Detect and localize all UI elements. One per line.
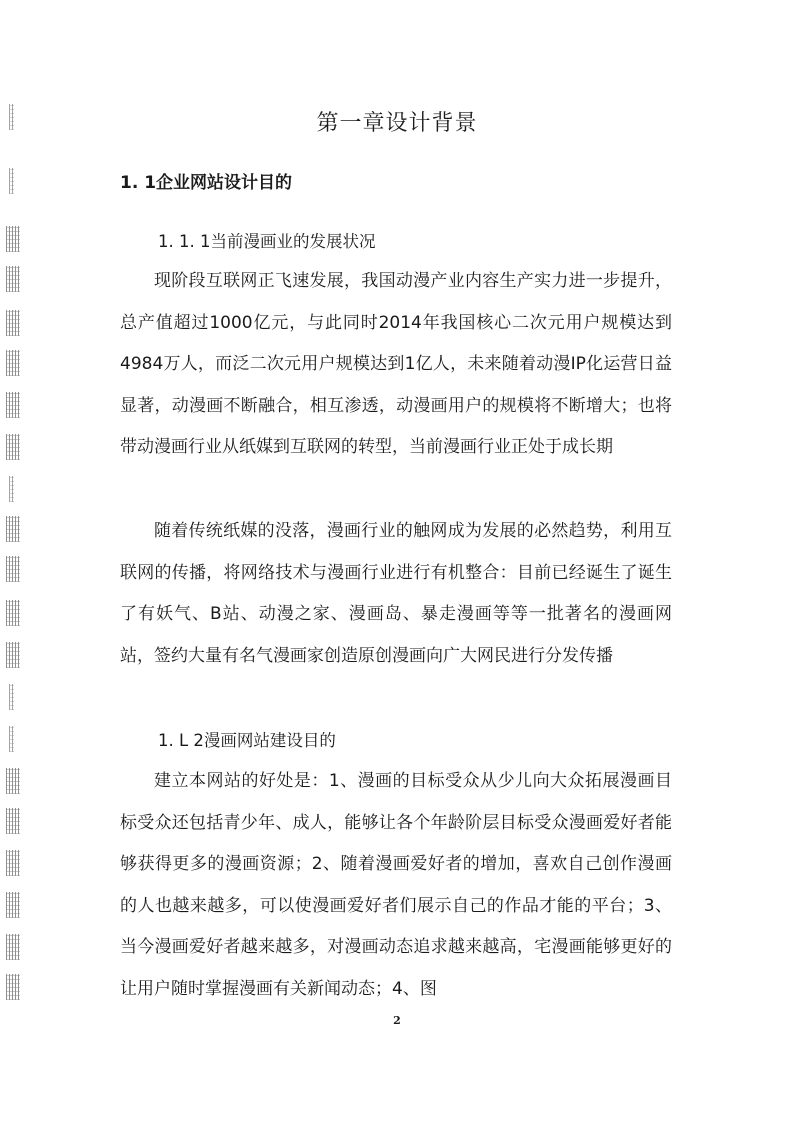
margin-mark [6, 768, 20, 794]
margin-mark [6, 974, 20, 1000]
margin-mark [9, 726, 14, 752]
margin-mark [6, 310, 20, 336]
body-paragraph-2: 随着传统纸媒的没落，漫画行业的触网成为发展的必然趋势，利用互联网的传播，将网络技术与漫画行业进行有机整合：目前已经诞生了诞生了有妖气、B站、动漫之家、漫画岛、暴走漫画等等一批著名的漫画网站，签约大量有名气漫画家创造原创漫画向广大网民进行分发传播 [120, 521, 672, 666]
body-paragraph-3: 建立本网站的好处是：1、漫画的目标受众从少儿向大众拓展漫画目标受众还包括青少年、成人，能够让各个年龄阶层目标受众漫画爱好者能够获得更多的漫画资源；2、随着漫画爱好者的增加，喜欢自己创作漫画的人也越来越多，可以使漫画爱好者们展示自己的作品才能的平台；3、当今漫画爱好者越来越多，对漫画动态追求越来越高，宅漫画能够更好的让用户随时掌握漫画有关新闻动态；4、图 [120, 771, 672, 999]
margin-mark [6, 350, 20, 376]
margin-mark [9, 684, 14, 710]
margin-mark [6, 808, 20, 834]
margin-mark [9, 168, 14, 194]
margin-mark [6, 892, 20, 918]
margin-mark [6, 642, 20, 668]
margin-mark [6, 600, 20, 626]
margin-mark [6, 266, 20, 292]
page-number: 2 [393, 1014, 401, 1027]
section-heading: 1. 1企业网站设计目的 [120, 173, 293, 193]
margin-mark [6, 934, 20, 960]
scan-margin-artifacts [0, 0, 30, 1123]
margin-mark [6, 392, 20, 418]
subsection-heading-2: 1. L 2漫画网站建设目的 [158, 731, 336, 750]
margin-mark [6, 516, 20, 542]
body-paragraph-1: 现阶段互联网正飞速发展，我国动漫产业内容生产实力进一步提升，总产值超过1000亿元，与此同时2014年我国核心二次元用户规模达到4984万人，而泛二次元用户规模达到1亿人，未来随着动漫IP化运营日益显著，动漫画不断融合，相互渗透，动漫画用户的规模将不断增大；也将带动漫画行业从纸媒到互联网的转型，当前漫画行业正处于成长期 [120, 271, 672, 457]
margin-mark [6, 556, 20, 582]
chapter-title: 第一章设计背景 [316, 111, 478, 136]
margin-mark [6, 850, 20, 876]
margin-mark [6, 226, 20, 252]
margin-mark [6, 434, 20, 460]
margin-mark [9, 476, 14, 502]
subsection-heading-1: 1. 1. 1当前漫画业的发展状况 [158, 232, 376, 251]
